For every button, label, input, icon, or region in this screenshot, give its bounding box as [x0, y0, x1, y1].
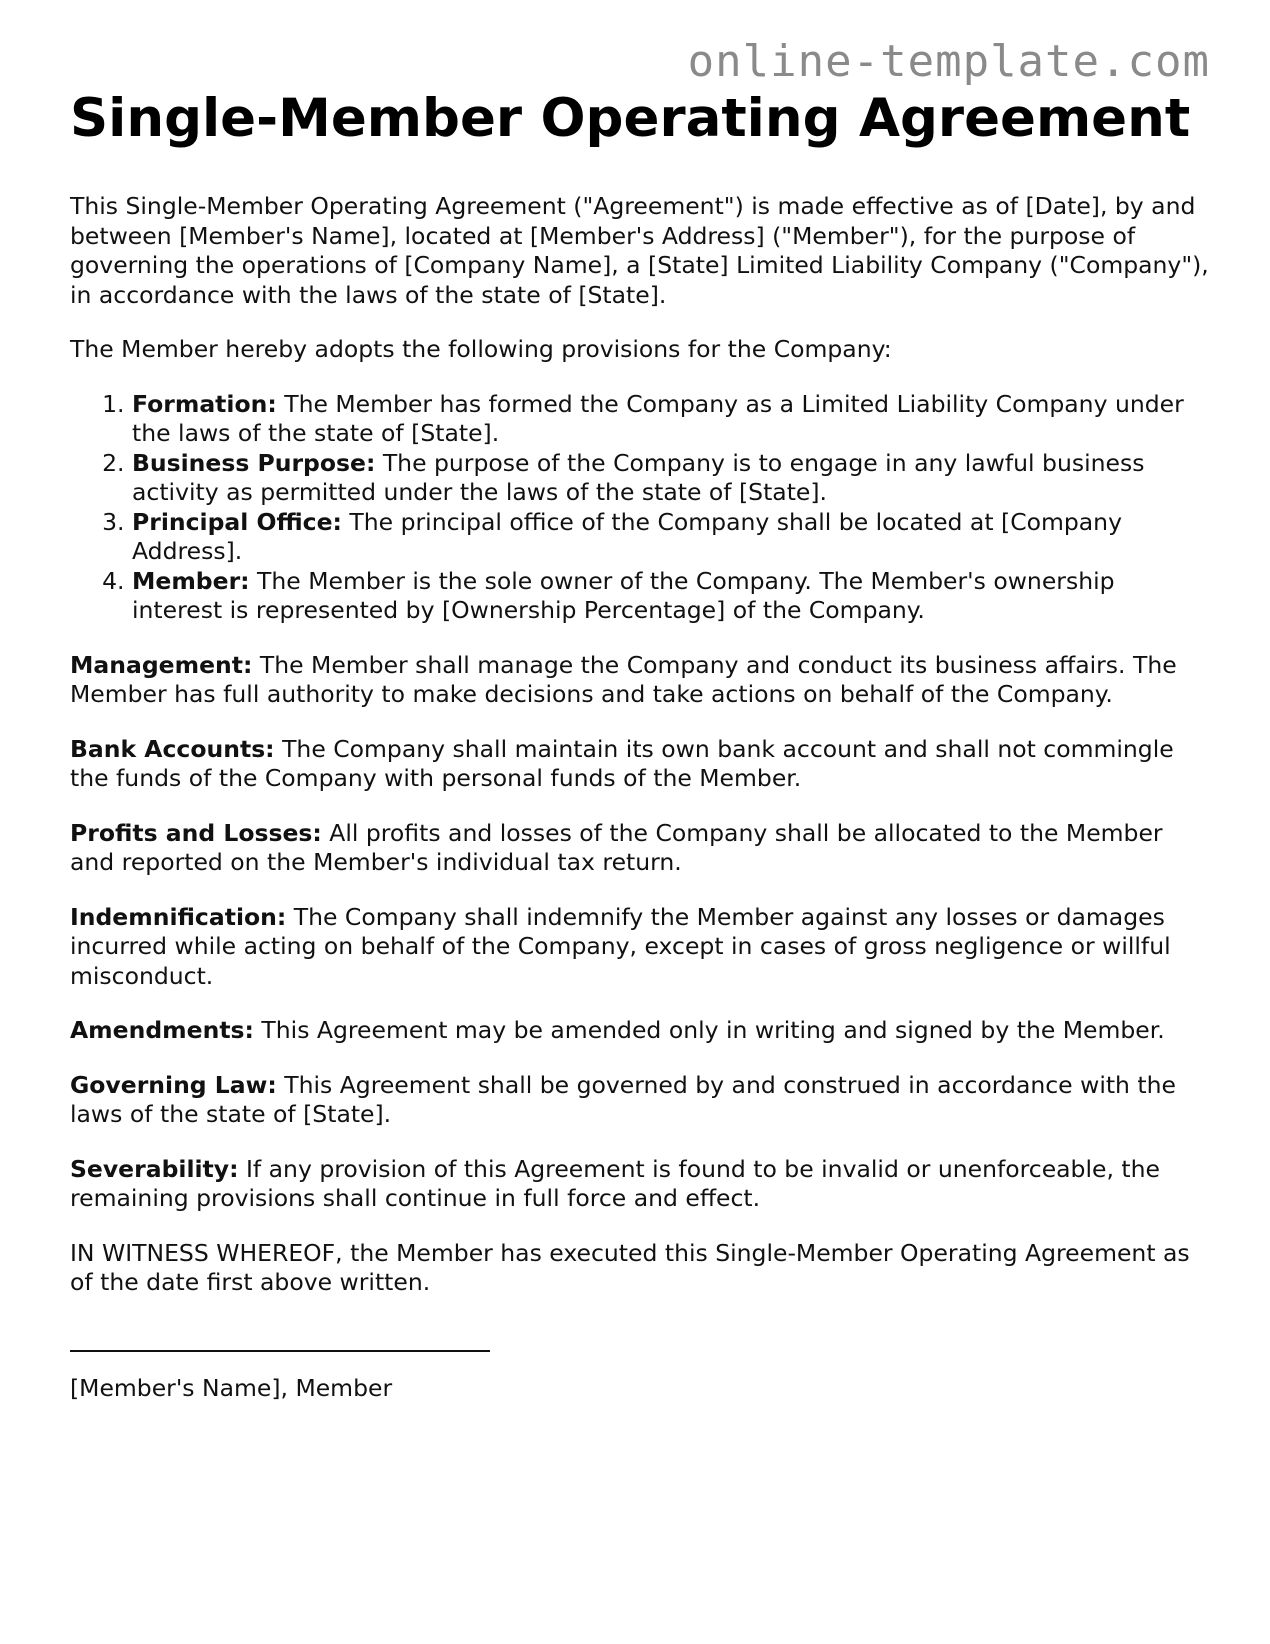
section-label: Severability: [70, 1154, 239, 1183]
section-text: If any provision of this Agreement is found to be invalid or unenforceable, the remaining provisions shall continue in full force and effect. [70, 1154, 1160, 1212]
section-label: Indemnification: [70, 902, 287, 931]
provision-item [132, 449, 1210, 508]
provisions-list [70, 390, 1210, 626]
watermark: online-template.com [687, 36, 1210, 87]
section-label: Profits and Losses: [70, 818, 322, 847]
provision-item [132, 508, 1210, 567]
provision-label: Business Purpose: [132, 448, 376, 477]
signature-line [70, 1350, 490, 1352]
provision-text: The purpose of the Company is to engage in any lawful business activity as permitted under the laws of the state of [State]. [132, 448, 1145, 506]
provision-item [132, 567, 1210, 626]
profits-losses-section [70, 819, 1210, 878]
provisions-intro: The Member hereby adopts the following provisions for the Company: [70, 335, 892, 363]
provision-label: Member: [132, 566, 250, 595]
section-label: Governing Law: [70, 1070, 277, 1099]
indemnification-section [70, 903, 1210, 992]
document-page [70, 88, 1210, 1428]
provision-text: The Member is the sole owner of the Company. The Member's ownership interest is represented by [Ownership Percentage] of the Company. [132, 566, 1115, 624]
management-section [70, 651, 1210, 710]
severability-section [70, 1155, 1210, 1214]
section-label: Bank Accounts: [70, 734, 275, 763]
section-text: All profits and losses of the Company shall be allocated to the Member and reported on the Member's individual tax return. [70, 818, 1163, 876]
section-text: This Agreement may be amended only in writing and signed by the Member. [253, 1016, 1165, 1044]
intro-paragraph: This Single-Member Operating Agreement ("Agreement") is made effective as of [Date], by and between [Member's Name], located at [Member's Address] ("Member"), for the purpose of governing the operations of [Company Name], a [State] Limited Liability Company ("Company"), in accordance with the laws of the state of [State]. [70, 192, 1209, 309]
amendments-section [70, 1016, 1210, 1046]
signature-caption: [Member's Name], Member [70, 1373, 393, 1402]
section-text: The Member shall manage the Company and conduct its business affairs. The Member has full authority to make decisions and take actions on behalf of the Company. [70, 650, 1177, 708]
provision-text: The principal office of the Company shall be located at [Company Address]. [132, 507, 1122, 565]
provision-label: Formation: [132, 389, 277, 418]
provision-item [132, 390, 1210, 449]
section-text: The Company shall indemnify the Member against any losses or damages incurred while acting on behalf of the Company, except in cases of gross negligence or willful misconduct. [70, 902, 1171, 990]
section-label: Amendments: [70, 1016, 254, 1044]
governing-law-section [70, 1071, 1210, 1130]
provision-label: Principal Office: [132, 507, 342, 536]
bank-accounts-section [70, 735, 1210, 794]
document-title: Single-Member Operating Agreement [70, 88, 1191, 149]
witness-paragraph: IN WITNESS WHEREOF, the Member has executed this Single-Member Operating Agreement as of the date first above written. [70, 1238, 1190, 1296]
section-text: This Agreement shall be governed by and construed in accordance with the laws of the state of [State]. [70, 1070, 1176, 1128]
section-label: Management: [70, 650, 253, 679]
provision-text: The Member has formed the Company as a Limited Liability Company under the laws of the state of [State]. [132, 389, 1184, 447]
section-text: The Company shall maintain its own bank account and shall not commingle the funds of the Company with personal funds of the Member. [70, 734, 1174, 792]
